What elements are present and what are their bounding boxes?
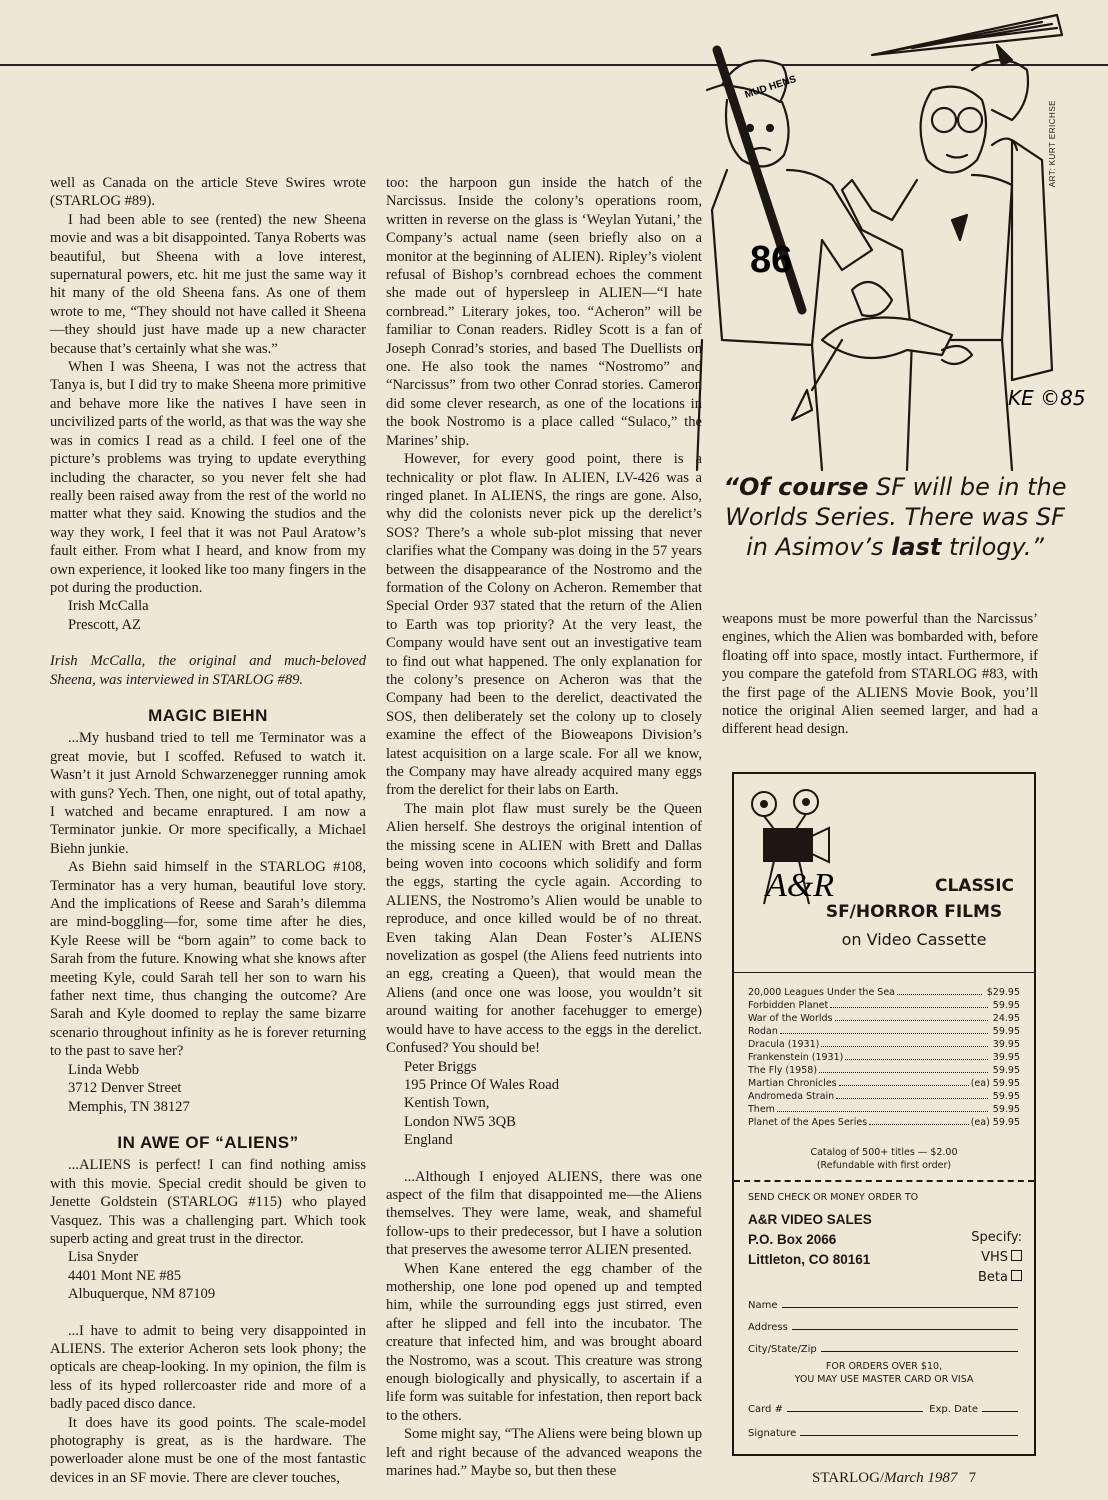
author-name: Lisa Snyder bbox=[68, 1249, 139, 1266]
author-city: London NW5 3QB bbox=[404, 1113, 516, 1130]
leader-dots bbox=[836, 1090, 988, 1099]
address-field[interactable] bbox=[748, 1320, 1018, 1333]
editor-note: Irish McCalla, the original and much-beloved Sheena, was interviewed in STARLOG #89. bbox=[50, 653, 366, 688]
letter-text: ...My husband tried to tell me Terminator was a great movie, but I scoffed. Refused to watch it. Wasn’t it just Arnold Schwarzenegger running amok with guns? Yech. Then, one night, out of total apathy, I watched and became enraptured. I am now a Terminator junkie. Or more specifically, a Michael Biehn junkie. bbox=[50, 730, 366, 857]
letter-text: well as Canada on the article Steve Swires wrote (STARLOG #89). bbox=[50, 175, 366, 210]
card-orders-note bbox=[734, 1360, 1034, 1386]
author-name: Peter Briggs bbox=[404, 1058, 477, 1075]
film-price: 59.95 bbox=[992, 1065, 1020, 1076]
cartoon-illustration bbox=[712, 10, 1086, 480]
letter-text: It does have its good points. The scale-model photography is great, as is the hardware. The powerloader alone must be one of the most fantastic devices in an SF movie. There are clever touches, bbox=[50, 1414, 366, 1486]
letter-text: too: the harpoon gun inside the hatch of the Narcissus. Inside the colony’s operations room, written in reverse on the glass is ‘Weylan Yutani,’ the Company’s actual name (seen briefly also on a monitor at the beginning of ALIEN). Ripley’s violent refusal of Bishop’s cornbread echoes the comment she made out of hypersleep in ALIEN—“I hate cornbread.” Literary jokes, too. “Acheron” will be familiar to Conan readers. Ridley Scott is a fan of Joseph Conrad’s stories, and based The Duellists on one. He also took the names “Nostromo” and “Narcissus” from two other Conrad stories. Cameron did some clever research, as one of the locations in the book Nostromo is a place called “Sulaco,” the Marines’ ship. bbox=[386, 175, 702, 449]
orders-line: FOR ORDERS OVER $10, bbox=[825, 1361, 943, 1372]
film-price-list bbox=[748, 986, 1020, 1129]
film-row bbox=[748, 1038, 1020, 1051]
name-line[interactable] bbox=[782, 1298, 1018, 1308]
address-line: A&R VIDEO SALES bbox=[748, 1212, 872, 1227]
vhs-option[interactable] bbox=[971, 1248, 1022, 1268]
film-row bbox=[748, 1025, 1020, 1038]
letter-text: ...I have to admit to being very disappointed in ALIENS. The exterior Acheron sets look phony; the opticals are cheap-looking. In my opinion, the film is less of its hyped rollercoaster ride and more of a badly paced disco dance. bbox=[50, 1322, 366, 1413]
author-name: Irish McCalla bbox=[68, 598, 149, 615]
film-title: Martian Chronicles bbox=[748, 1078, 837, 1089]
film-price: 39.95 bbox=[992, 1052, 1020, 1063]
signature-field[interactable] bbox=[748, 1426, 1018, 1439]
film-row bbox=[748, 1012, 1020, 1025]
film-row bbox=[748, 1090, 1020, 1103]
author-street: 4401 Mont NE #85 bbox=[68, 1267, 182, 1284]
author-city: Memphis, TN 38127 bbox=[68, 1098, 190, 1115]
film-row bbox=[748, 1116, 1020, 1129]
city-line[interactable] bbox=[821, 1342, 1018, 1352]
film-price: 59.95 bbox=[992, 1000, 1020, 1011]
format-selection bbox=[971, 1228, 1022, 1288]
author-town: Kentish Town, bbox=[404, 1095, 490, 1112]
film-title: Rodan bbox=[748, 1026, 778, 1037]
artist-signature: KE ©85 bbox=[1008, 386, 1086, 410]
letter-text: When Kane entered the egg chamber of the mothership, one lone pod opened up and tempted him, while the surrounding eggs just stirred, even after he slipped and fell into the incubator. The creature that infected him, and was brought aboard the Nostromo, was a scout. This creature was strong enough biologically and physically, to ascertain if a life form was suitable for infestation, then report back to the others. bbox=[386, 1260, 702, 1424]
each-label: (ea) bbox=[970, 1117, 990, 1128]
cap-lettering: MUD HENS bbox=[743, 73, 798, 101]
caption-emphasis: “Of course bbox=[723, 473, 869, 501]
section-heading: IN AWE OF “ALIENS” bbox=[117, 1132, 299, 1152]
page-number: 7 bbox=[968, 1470, 977, 1486]
film-price: 59.95 bbox=[992, 1117, 1020, 1128]
film-title: 20,000 Leagues Under the Sea bbox=[748, 987, 895, 998]
film-price: 24.95 bbox=[992, 1013, 1020, 1024]
city-field[interactable] bbox=[748, 1342, 1018, 1355]
city-label: City/State/Zip bbox=[748, 1344, 817, 1355]
column-3 bbox=[722, 610, 1038, 739]
film-row bbox=[748, 999, 1020, 1012]
film-row bbox=[748, 1051, 1020, 1064]
film-price: 59.95 bbox=[992, 1078, 1020, 1089]
section-heading: MAGIC BIEHN bbox=[148, 705, 268, 725]
film-title: Frankenstein (1931) bbox=[748, 1052, 844, 1063]
name-field[interactable] bbox=[748, 1298, 1018, 1311]
page-footer bbox=[812, 1470, 976, 1487]
leader-dots bbox=[897, 986, 982, 995]
catalog-offer bbox=[734, 1146, 1034, 1172]
leader-dots bbox=[839, 1077, 969, 1086]
catalog-line: Catalog of 500+ titles — $2.00 bbox=[810, 1147, 958, 1158]
film-row bbox=[748, 1064, 1020, 1077]
film-row bbox=[748, 1077, 1020, 1090]
letter-text: The main plot flaw must surely be the Queen Alien herself. She destroys the original intention of the missing scene in ALIEN with Brett and Dallas being woven into cocoons which solidify and form the eggs, starting the cycle again. According to ALIENS, the Nostromo’s Alien would be unable to reproduce, and once killed would be of no threat. Even taking Alan Dean Foster’s ALIENS novelization as gospel (the Aliens feed nutrients into an egg, creating a Queen), that would mean the Aliens (and once one was loose, you wouldn’t sit around waiting for another facehugger to emerge) would have to have access to the eggs in the derelict. Confused? You should be! bbox=[386, 800, 702, 1057]
ad-subtitle: on Video Cassette bbox=[841, 930, 987, 949]
card-label: Card # bbox=[748, 1404, 783, 1415]
leader-dots bbox=[780, 1025, 988, 1034]
address-line: Littleton, CO 80161 bbox=[748, 1252, 871, 1267]
vhs-label: VHS bbox=[981, 1250, 1008, 1265]
author-country: England bbox=[404, 1132, 453, 1149]
letter-text: ...ALIENS is perfect! I can find nothing amiss with this movie. Special credit should be given to Jenette Goldstein (STARLOG #115) who played Vasquez. This was a challenging part. Which took superb acting and great trust in the director. bbox=[50, 1157, 366, 1247]
each-label: (ea) bbox=[970, 1078, 990, 1089]
film-title: Dracula (1931) bbox=[748, 1039, 820, 1050]
leader-dots bbox=[819, 1064, 988, 1073]
caption-text: SF will be in the Worlds Series. There was SF in Asimov’s bbox=[725, 473, 1067, 561]
shirt-number: 86 bbox=[750, 239, 793, 281]
film-price: 39.95 bbox=[992, 1039, 1020, 1050]
leader-dots bbox=[845, 1051, 987, 1060]
signature-line[interactable] bbox=[800, 1426, 1018, 1436]
magazine-name: STARLOG/ bbox=[812, 1470, 885, 1486]
beta-option[interactable] bbox=[971, 1268, 1022, 1288]
author-city: Prescott, AZ bbox=[68, 616, 141, 633]
catalog-line: (Refundable with first order) bbox=[816, 1160, 952, 1171]
send-instructions: SEND CHECK OR MONEY ORDER TO bbox=[748, 1192, 919, 1203]
card-line[interactable] bbox=[787, 1402, 923, 1412]
signature-block bbox=[50, 597, 366, 634]
author-city: Albuquerque, NM 87109 bbox=[68, 1286, 216, 1303]
column-1 bbox=[50, 174, 366, 1487]
leader-dots bbox=[777, 1103, 988, 1112]
column-2 bbox=[386, 174, 702, 1480]
beta-checkbox[interactable] bbox=[1011, 1270, 1022, 1281]
art-credit: ART: KURT ERICHSE bbox=[1048, 100, 1057, 188]
letter-text: As Biehn said himself in the STARLOG #108, Terminator has a very human, beautiful love story. And the implications of Reese and Sarah’s dilemma are mind-boggling—for, some time after he dies, Kyle Reese will be “born again” to come back to Sarah from the future. Knowing what she knows after meeting Kyle, could Sarah tell her son to warn his father next time, thus changing the outcome? Are Sarah and Kyle doomed to replay the same bizarre scenario throughout infinity as he is forever returning to the past to save her? bbox=[50, 859, 366, 1060]
film-row bbox=[748, 986, 1020, 999]
leader-dots bbox=[835, 1012, 988, 1021]
film-price: $29.95 bbox=[986, 987, 1020, 998]
issue-date: March 1987 bbox=[884, 1470, 958, 1486]
film-price: 59.95 bbox=[992, 1091, 1020, 1102]
film-price: 59.95 bbox=[992, 1104, 1020, 1115]
signature-block bbox=[50, 1061, 366, 1116]
film-title: Planet of the Apes Series bbox=[748, 1117, 868, 1128]
exp-line[interactable] bbox=[982, 1402, 1018, 1412]
ad-divider bbox=[734, 972, 1034, 973]
leader-dots bbox=[830, 999, 988, 1008]
exp-label: Exp. Date bbox=[929, 1404, 978, 1415]
signature-block bbox=[50, 1248, 366, 1303]
mailing-address bbox=[748, 1210, 872, 1270]
ad-title: SF/HORROR FILMS bbox=[825, 902, 1003, 922]
letter-text: Some might say, “The Aliens were being blown up left and right because of the advanced weapons the marines had.” Maybe so, but then these bbox=[386, 1426, 702, 1480]
author-street: 3712 Denver Street bbox=[68, 1080, 182, 1097]
card-field[interactable] bbox=[748, 1402, 1018, 1415]
letter-text: ...Although I enjoyed ALIENS, there was one aspect of the film that disappointed me—the Aliens themselves. They were lame, weak, and shameful follow-ups to their predecessor, but I have a solution that preserves the awesome terror ALIEN presented. bbox=[386, 1168, 702, 1259]
ad-title: CLASSIC bbox=[935, 876, 1014, 896]
address-label: Address bbox=[748, 1322, 788, 1333]
film-row bbox=[748, 1103, 1020, 1116]
logo-text: A&R bbox=[766, 867, 834, 904]
orders-line: YOU MAY USE MASTER CARD OR VISA bbox=[794, 1374, 974, 1385]
letter-text: When I was Sheena, I was not the actress that Tanya is, but I did try to make Sheena more primitive and behave more like the natives I have seen in uncivilized parts of the world, as that was the way she was in comics I read as a child. I feel one of the picture’s problems was trying to update everything including the character, so you never felt she had really been raised away from the rest of the world no matter what they said. Knowing the studios and the way they work, I feel that it was not Paul Aratow’s fault either. From what I heard, and know from my own experience, it looked like too many fingers in the pot during the production. bbox=[50, 359, 366, 596]
film-title: The Fly (1958) bbox=[748, 1065, 818, 1076]
beta-label: Beta bbox=[978, 1270, 1008, 1285]
leader-dots bbox=[821, 1038, 987, 1047]
address-line-input[interactable] bbox=[792, 1320, 1018, 1330]
film-title: Andromeda Strain bbox=[748, 1091, 835, 1102]
film-price: 59.95 bbox=[992, 1026, 1020, 1037]
letter-text: However, for every good point, there is a technicality or plot flaw. In ALIEN, LV-426 was a ringed planet. In ALIENS, the rings are gone. Also, why did the colonists never pick up the derelict’s SOS? There’s a whole sub-plot missing that never clarifies what the Company was doing in the 57 years between the disappearance of the Nostromo and the formation of the Colony on Acheron. Remember that Special Order 937 stated that the return of the Alien to Earth was top priority? At the very least, the Company would have sent out an investigative team to find out what happened. The only explanation for the colony’s presence on Acheron was that the Company had been to the derelict, deactivated the SOS, then deliberately set the colony up to closely examine the effect of the Bioweapons Division’s latest acquisition on a large scale. For all we know, the Company may have already acquired many eggs from the derelict for their labs on Earth. bbox=[386, 451, 702, 799]
leader-dots bbox=[869, 1116, 969, 1125]
specify-label: Specify: bbox=[971, 1230, 1022, 1245]
letter-text: I had been able to see (rented) the new Sheena movie and was a bit disappointed. Tanya Roberts was beautiful, but Sheena with a love interest, supernatural powers, etc. hit me just the same way it hit many of the old Sheena fans. As one of them wrote to me, “They should not have called it Sheena—they should just have made up a new character because that’s certainly what she was.” bbox=[50, 211, 366, 357]
caption-text: trilogy.” bbox=[941, 533, 1044, 561]
video-ad bbox=[732, 772, 1036, 1456]
film-title: War of the Worlds bbox=[748, 1013, 833, 1024]
author-street: 195 Prince Of Wales Road bbox=[404, 1076, 560, 1093]
caption-emphasis: last bbox=[891, 533, 942, 561]
name-label: Name bbox=[748, 1300, 778, 1311]
film-title: Them bbox=[748, 1104, 775, 1115]
signature-label: Signature bbox=[748, 1428, 797, 1439]
signature-block bbox=[386, 1058, 702, 1150]
letter-text: weapons must be more powerful than the Narcissus’ engines, which the Alien was bombarded with, before floating off into space, mostly intact. Furthermore, if you compare the gatefold from STARLOG #83, with the first page of the ALIENS Movie Book, you’ll notice the original Alien seemed larger, and had a different head design. bbox=[722, 611, 1038, 738]
coupon-cut-line bbox=[734, 1180, 1034, 1182]
vhs-checkbox[interactable] bbox=[1011, 1250, 1022, 1261]
film-title: Forbidden Planet bbox=[748, 1000, 829, 1011]
cartoon-caption bbox=[712, 472, 1078, 562]
author-name: Linda Webb bbox=[68, 1061, 140, 1078]
address-line: P.O. Box 2066 bbox=[748, 1232, 837, 1247]
